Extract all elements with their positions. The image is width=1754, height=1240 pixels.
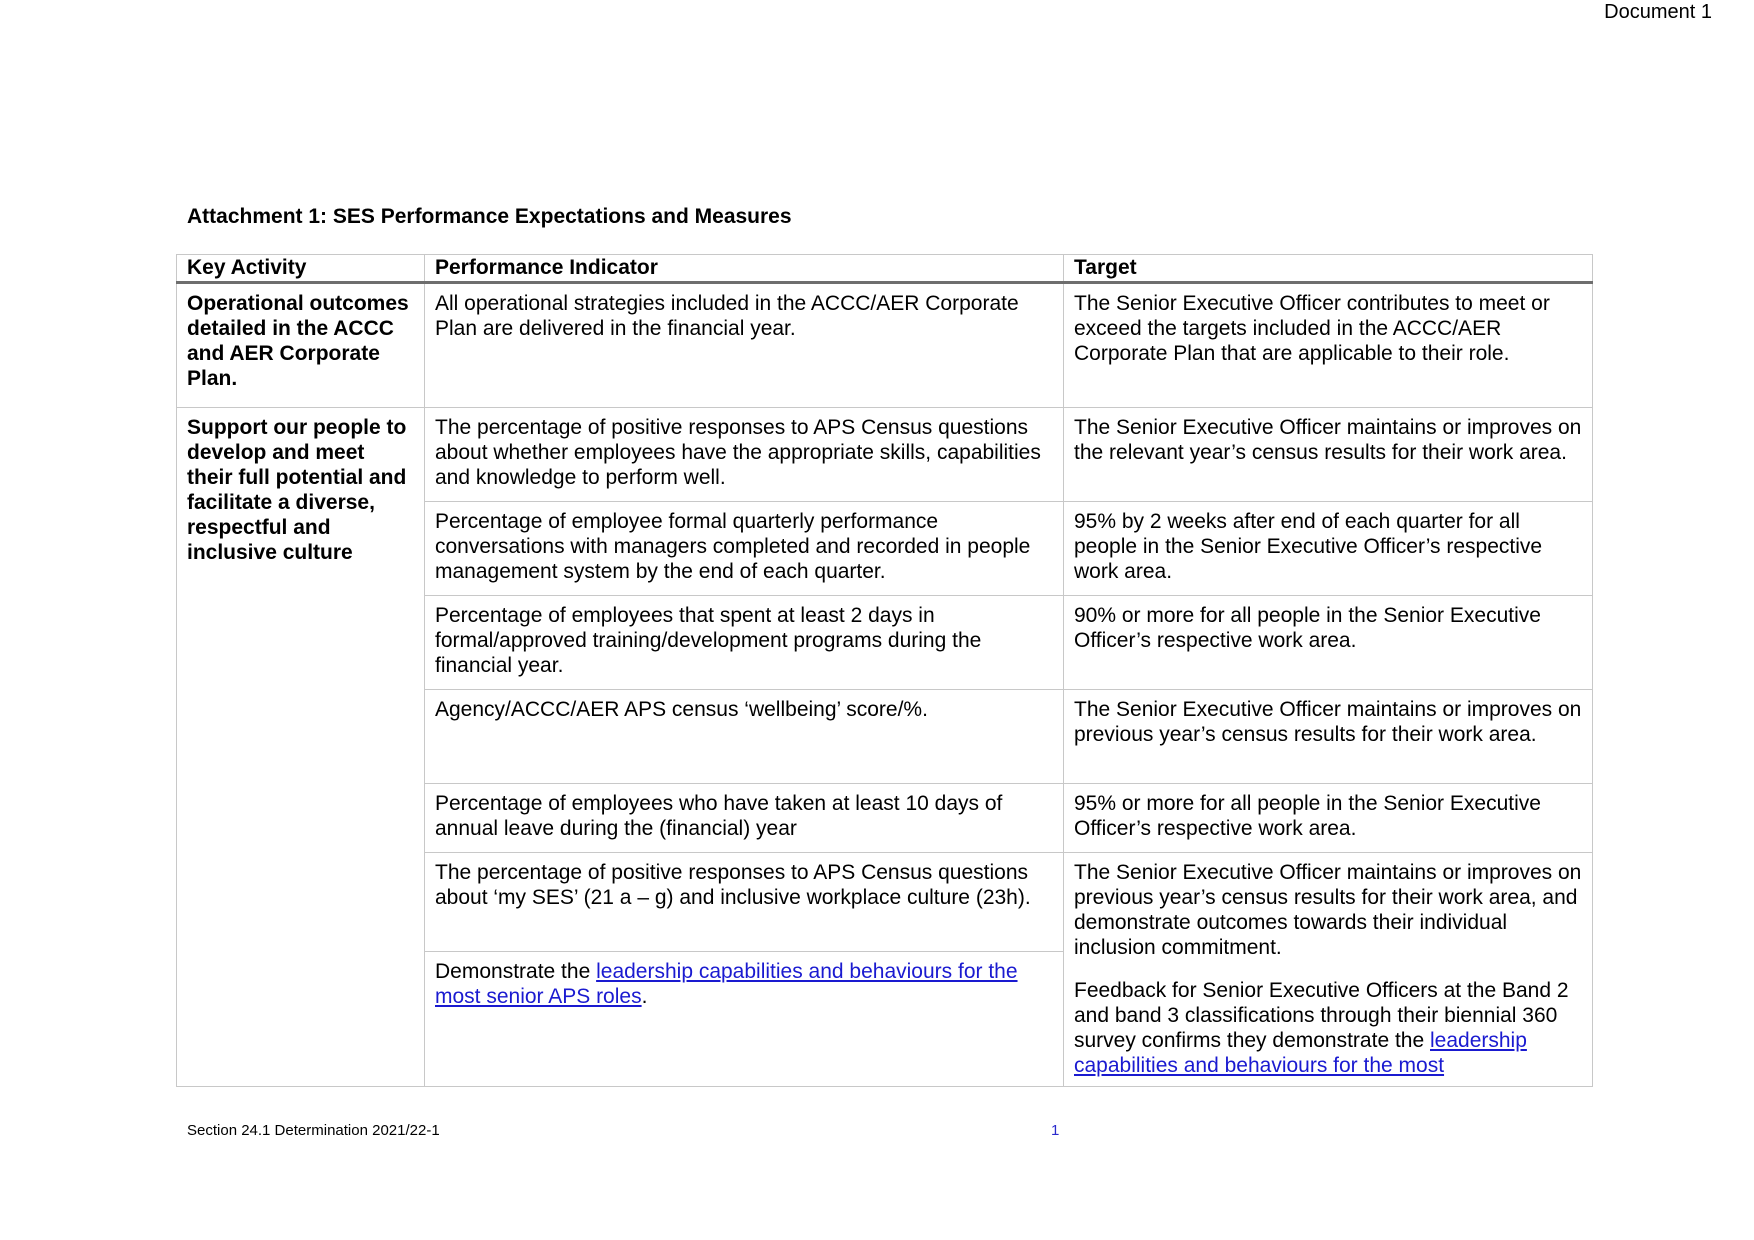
document-label: Document 1 <box>1604 1 1712 23</box>
target-cell: The Senior Executive Officer maintains or improves on the relevant year’s census results for their work area. <box>1064 408 1593 502</box>
target-cell: The Senior Executive Officer maintains or improves on previous year’s census results for their work area. <box>1064 690 1593 784</box>
target-feedback-text: Feedback for Senior Executive Officers at the Band 2 and band 3 classifications through their biennial 360 survey confirms they demonstrate the <box>1074 979 1569 1052</box>
target-cell: 90% or more for all people in the Senior Executive Officer’s respective work area. <box>1064 596 1593 690</box>
indicator-cell: Percentage of employee formal quarterly performance conversations with managers completed and recorded in people management system by the end of each quarter. <box>425 502 1064 596</box>
indicator-prefix: Demonstrate the <box>435 960 597 984</box>
footer-determination: Section 24.1 Determination 2021/22-1 <box>187 1122 440 1139</box>
target-feedback <box>1074 978 1582 1078</box>
table-row <box>177 408 1593 502</box>
table-header-row <box>177 255 1593 283</box>
indicator-suffix: . <box>641 985 648 1009</box>
page-title: Attachment 1: SES Performance Expectations and Measures <box>187 205 792 228</box>
target-cell: The Senior Executive Officer contributes to meet or exceed the targets included in the ACCC/AER Corporate Plan that are applicable to their role. <box>1064 283 1593 408</box>
column-header-target: Target <box>1064 255 1593 283</box>
indicator-cell: Percentage of employees who have taken at least 10 days of annual leave during the (financial) year <box>425 784 1064 853</box>
indicator-cell: Percentage of employees that spent at least 2 days in formal/approved training/development programs during the financial year. <box>425 596 1064 690</box>
table-row <box>177 283 1593 408</box>
key-activity-cell: Operational outcomes detailed in the ACCC and AER Corporate Plan. <box>177 283 425 408</box>
target-cell: 95% by 2 weeks after end of each quarter for all people in the Senior Executive Officer’s respective work area. <box>1064 502 1593 596</box>
indicator-cell: The percentage of positive responses to APS Census questions about whether employees have the appropriate skills, capabilities and knowledge to perform well. <box>425 408 1064 502</box>
leadership-capabilities-link[interactable]: leadership capabilities and behaviours for the most <box>1074 1029 1527 1077</box>
indicator-cell <box>425 952 1064 1087</box>
column-header-performance-indicator: Performance Indicator <box>425 255 1064 283</box>
target-text: The Senior Executive Officer maintains or improves on previous year’s census results for their work area, and demonstrate outcomes towards their individual inclusion commitment. <box>1074 861 1582 959</box>
target-cell <box>1064 853 1593 1087</box>
page-number: 1 <box>1051 1122 1060 1139</box>
indicator-cell: All operational strategies included in the ACCC/AER Corporate Plan are delivered in the financial year. <box>425 283 1064 408</box>
key-activity-cell: Support our people to develop and meet their full potential and facilitate a diverse, respectful and inclusive culture <box>177 408 425 1087</box>
indicator-cell: The percentage of positive responses to APS Census questions about ‘my SES’ (21 a – g) and inclusive workplace culture (23h). <box>425 853 1064 952</box>
performance-measures-table <box>176 254 1593 1087</box>
target-cell: 95% or more for all people in the Senior Executive Officer’s respective work area. <box>1064 784 1593 853</box>
senior-aps-roles-link[interactable]: leadership capabilities and behaviours for the most senior APS roles <box>435 960 1018 1009</box>
indicator-cell: Agency/ACCC/AER APS census ‘wellbeing’ score/%. <box>425 690 1064 784</box>
column-header-key-activity: Key Activity <box>177 255 425 283</box>
